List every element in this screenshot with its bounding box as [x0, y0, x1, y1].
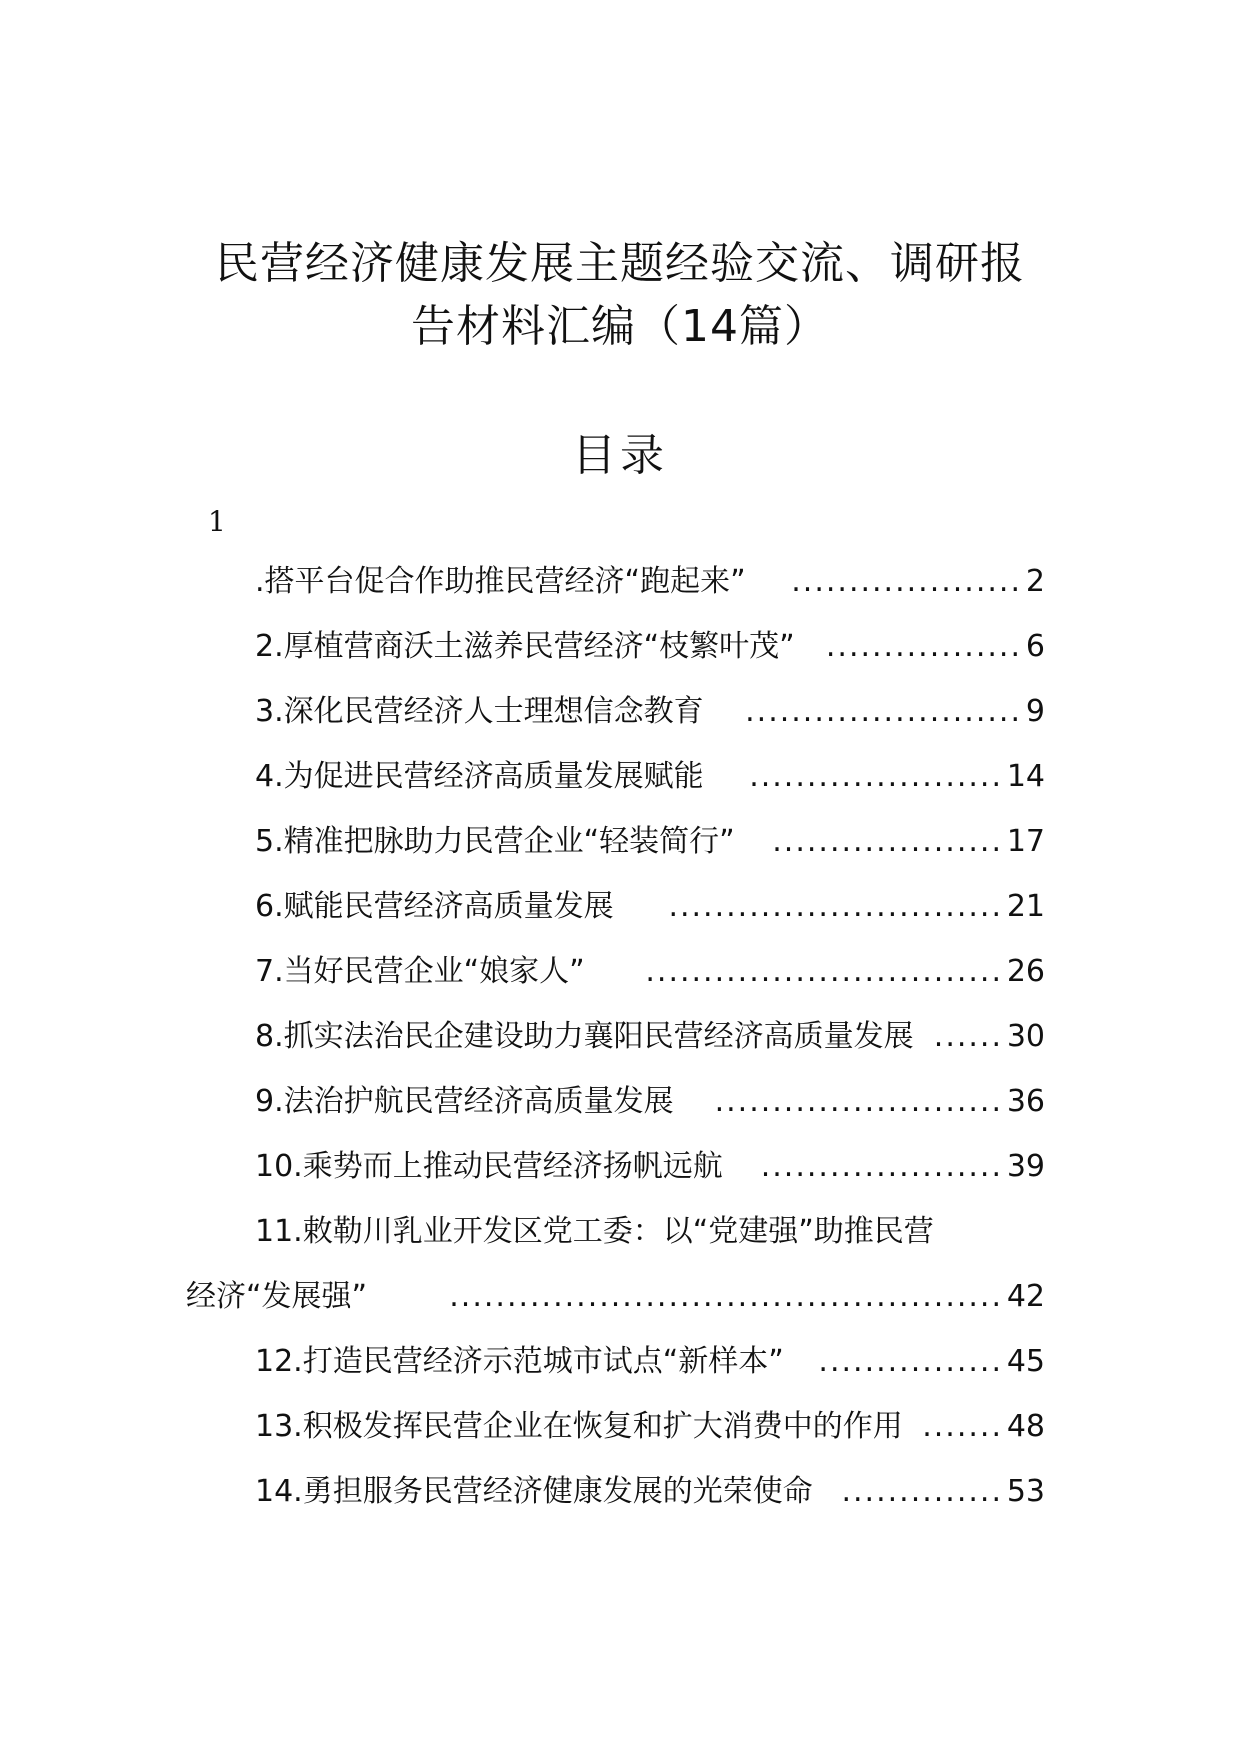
toc-entry-leader: .............. [841, 1474, 1003, 1509]
toc-entry[interactable] [255, 1079, 1045, 1125]
toc-entry-page: 36 [1006, 1084, 1045, 1119]
document-title-line-2: 告材料汇编（14篇） [411, 301, 829, 352]
toc-entry[interactable] [255, 1014, 1045, 1060]
toc-entry-title: 12.打造民营经济示范城市试点“新样本” [255, 1344, 784, 1379]
toc-entry[interactable] [255, 1404, 1045, 1450]
toc-entry[interactable] [255, 559, 1045, 605]
toc-entry[interactable] [255, 1339, 1045, 1385]
toc-entry-title: 6.赋能民营经济高质量发展 [255, 889, 614, 924]
toc-entry-page: 6 [1025, 629, 1045, 664]
toc-entry-page: 2 [1025, 564, 1045, 599]
toc-entry-leader: .................... [772, 824, 1003, 859]
toc-entry[interactable] [255, 1144, 1045, 1190]
toc-entry[interactable] [255, 1209, 1045, 1255]
toc-entry-page: 30 [1006, 1019, 1045, 1054]
toc-entry-page: 39 [1006, 1149, 1045, 1184]
toc-heading: 目录 [572, 430, 668, 481]
toc-entry-page: 53 [1006, 1474, 1045, 1509]
toc-entry[interactable] [255, 624, 1045, 670]
toc-entry-leader: ...................... [749, 759, 1003, 794]
toc-entry-page: 17 [1006, 824, 1045, 859]
toc-entry-title: 13.积极发挥民营企业在恢复和扩大消费中的作用 [255, 1409, 903, 1444]
toc-entry-leader: ................. [825, 629, 1022, 664]
toc-entry-leader: ....... [922, 1409, 1003, 1444]
toc-entry-title: 9.法治护航民营经济高质量发展 [255, 1084, 674, 1119]
toc-entry-page: 45 [1006, 1344, 1045, 1379]
stray-number: 1 [208, 505, 226, 538]
toc-entry-leader: ..................... [760, 1149, 1003, 1184]
toc-entry-page: 48 [1006, 1409, 1045, 1444]
toc-entry-leader: ......................... [714, 1084, 1003, 1119]
toc-entry-title: 3.深化民营经济人士理想信念教育 [255, 694, 704, 729]
toc-entry-page: 42 [1006, 1279, 1045, 1314]
toc-entry[interactable] [255, 689, 1045, 735]
toc-entry[interactable] [255, 1469, 1045, 1515]
toc-entry[interactable] [255, 949, 1045, 995]
toc-entry-page: 14 [1006, 759, 1045, 794]
toc-entry-title: 11.敕勒川乳业开发区党工委：以“党建强”助推民营 [255, 1214, 934, 1249]
document-title-line-1: 民营经济健康发展主题经验交流、调研报 [215, 238, 1025, 289]
toc-entry-title: 经济“发展强” [186, 1279, 368, 1314]
toc-entry[interactable] [255, 819, 1045, 865]
toc-entry-page: 9 [1025, 694, 1045, 729]
toc-entry[interactable] [255, 754, 1045, 800]
toc-entry-page: 26 [1006, 954, 1045, 989]
toc-entry-leader: ............................. [668, 889, 1003, 924]
toc-entry-leader: ........................ [745, 694, 1022, 729]
toc-entry-leader: ................ [818, 1344, 1003, 1379]
toc-entry[interactable] [255, 884, 1045, 930]
toc-entry-continuation[interactable] [186, 1274, 1045, 1320]
toc-entry-title: 14.勇担服务民营经济健康发展的光荣使命 [255, 1474, 813, 1509]
toc-entry-title: 8.抓实法治民企建设助力襄阳民营经济高质量发展 [255, 1019, 914, 1054]
toc-entry-page: 21 [1006, 889, 1045, 924]
toc-entry-title: 4.为促进民营经济高质量发展赋能 [255, 759, 704, 794]
toc-entry-leader: .................... [791, 564, 1022, 599]
toc-entry-leader: ............................... [645, 954, 1003, 989]
toc-entry-title: .搭平台促合作助推民营经济“跑起来” [255, 564, 746, 599]
toc-entry-leader: ................................................ [449, 1279, 1003, 1314]
toc-entry-title: 2.厚植营商沃土滋养民营经济“枝繁叶茂” [255, 629, 795, 664]
toc-entry-title: 7.当好民营企业“娘家人” [255, 954, 585, 989]
toc-entry-title: 10.乘势而上推动民营经济扬帆远航 [255, 1149, 723, 1184]
toc-entry-title: 5.精准把脉助力民营企业“轻装简行” [255, 824, 735, 859]
toc-entry-leader: ...... [933, 1019, 1003, 1054]
